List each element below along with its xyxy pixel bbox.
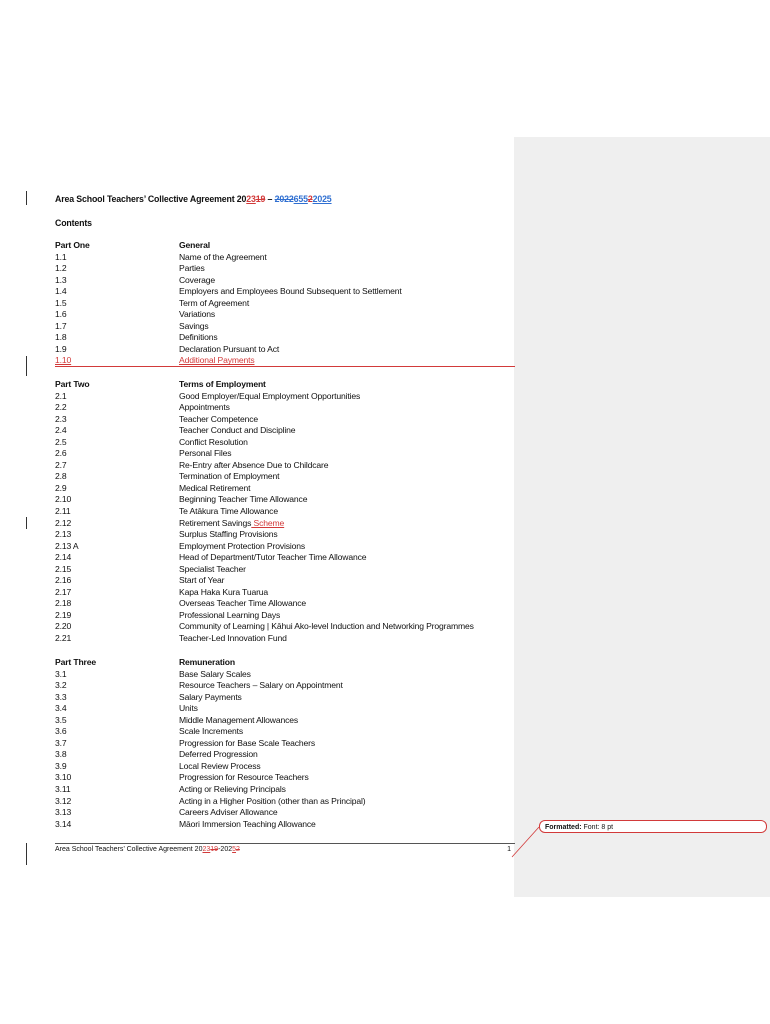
toc-entry-number: 3.11 bbox=[55, 784, 71, 795]
toc-entry[interactable] bbox=[55, 355, 515, 367]
toc-entry[interactable] bbox=[55, 494, 515, 506]
part-number: Part Three bbox=[55, 657, 97, 667]
toc-entry[interactable] bbox=[55, 738, 515, 750]
toc-entry-number: 3.2 bbox=[55, 680, 67, 691]
toc-entry-title: Coverage bbox=[179, 274, 216, 285]
page-footer bbox=[55, 846, 515, 853]
toc-entry-title: Savings bbox=[179, 320, 209, 331]
toc-entry[interactable] bbox=[55, 414, 515, 426]
part-title: General bbox=[179, 240, 210, 250]
toc-entry[interactable] bbox=[55, 807, 515, 819]
toc-entry[interactable] bbox=[55, 344, 515, 356]
toc-entry-number: 1.10 bbox=[55, 355, 72, 366]
toc-entry[interactable] bbox=[55, 633, 515, 645]
part-title: Remuneration bbox=[179, 657, 235, 667]
toc-entry-number: 3.7 bbox=[55, 737, 67, 748]
toc-entry-title: Teacher Conduct and Discipline bbox=[179, 425, 296, 436]
title-insertion-blue: 655 bbox=[293, 194, 308, 204]
change-bar bbox=[26, 191, 27, 205]
toc-entry[interactable] bbox=[55, 552, 515, 564]
formatting-comment[interactable] bbox=[539, 820, 767, 833]
part-number: Part Two bbox=[55, 379, 90, 389]
toc-entry[interactable] bbox=[55, 692, 515, 704]
title-insertion: 23 bbox=[246, 194, 256, 204]
toc-entry-title: Careers Adviser Allowance bbox=[179, 807, 278, 818]
toc-entry-title: Progression for Resource Teachers bbox=[179, 772, 309, 783]
toc-entry-number: 3.8 bbox=[55, 749, 67, 760]
toc-entry-title: Local Review Process bbox=[179, 760, 261, 771]
toc-entry-title: Employers and Employees Bound Subsequent to Settlement bbox=[179, 286, 402, 297]
toc-entry-number: 1.9 bbox=[55, 343, 67, 354]
contents-heading: Contents bbox=[55, 218, 92, 228]
part-number: Part One bbox=[55, 240, 90, 250]
toc-entry-number: 2.17 bbox=[55, 586, 72, 597]
toc-entry-title: Name of the Agreement bbox=[179, 251, 267, 262]
toc-entry[interactable] bbox=[55, 749, 515, 761]
toc-entry-title: Head of Department/Tutor Teacher Time Allowance bbox=[179, 552, 367, 563]
toc-entry-number: 2.2 bbox=[55, 402, 67, 413]
footer-year: 202 bbox=[220, 846, 233, 853]
toc-entry[interactable] bbox=[55, 298, 515, 310]
toc-entry[interactable] bbox=[55, 425, 515, 437]
toc-entry-insertion: Scheme bbox=[251, 517, 285, 528]
toc-part-three bbox=[55, 657, 515, 830]
toc-entry[interactable] bbox=[55, 669, 515, 681]
toc-entry-number: 3.14 bbox=[55, 818, 72, 829]
toc-entry-number: 3.13 bbox=[55, 807, 72, 818]
toc-entry[interactable] bbox=[55, 529, 515, 541]
toc-entry-title: Scale Increments bbox=[179, 726, 243, 737]
toc-entry-number: 2.10 bbox=[55, 494, 72, 505]
toc-entry-number: 1.8 bbox=[55, 332, 67, 343]
toc-entry[interactable] bbox=[55, 703, 515, 715]
toc-entry-title: Māori Immersion Teaching Allowance bbox=[179, 818, 316, 829]
toc-part-one bbox=[55, 240, 515, 367]
toc-entry-title: Progression for Base Scale Teachers bbox=[179, 737, 315, 748]
toc-entry-number: 1.6 bbox=[55, 309, 67, 320]
toc-entry-number: 1.4 bbox=[55, 286, 67, 297]
part-heading bbox=[55, 240, 515, 252]
toc-entry-number: 2.16 bbox=[55, 575, 72, 586]
footer-deletion-2: 2 bbox=[236, 846, 240, 853]
title-deletion: 19 bbox=[255, 194, 266, 204]
toc-entry-title: Base Salary Scales bbox=[179, 668, 251, 679]
toc-entry-title: Professional Learning Days bbox=[179, 609, 281, 620]
footer-insertion-2: 5 bbox=[232, 846, 237, 853]
toc-entry[interactable] bbox=[55, 518, 515, 530]
title-deletion-2: 2 bbox=[307, 194, 313, 204]
document-title bbox=[55, 194, 332, 204]
toc-entry-number: 2.6 bbox=[55, 448, 67, 459]
toc-entry-number: 2.21 bbox=[55, 633, 72, 644]
change-bar bbox=[26, 843, 27, 865]
toc-entry[interactable] bbox=[55, 391, 515, 403]
toc-entry-number: 3.3 bbox=[55, 691, 67, 702]
toc-entry-title: Parties bbox=[179, 263, 205, 274]
change-bar bbox=[26, 356, 27, 376]
toc-entry-title: Good Employer/Equal Employment Opportunities bbox=[179, 390, 361, 401]
toc-entry-number: 3.12 bbox=[55, 795, 72, 806]
toc-entry-number: 1.2 bbox=[55, 263, 67, 274]
toc-entry-title: Definitions bbox=[179, 332, 218, 343]
toc-entry-title: Specialist Teacher bbox=[179, 563, 246, 574]
toc-entry-number: 2.1 bbox=[55, 390, 67, 401]
toc-entry-number: 2.19 bbox=[55, 609, 72, 620]
toc-entry-title: Medical Retirement bbox=[179, 482, 251, 493]
page-number: 1 bbox=[507, 846, 511, 853]
footer-dash: - bbox=[218, 846, 221, 853]
toc-entry-title: Appointments bbox=[179, 402, 230, 413]
toc-entry-title: Re-Entry after Absence Due to Childcare bbox=[179, 459, 329, 470]
change-bar bbox=[26, 517, 27, 529]
toc-entry-title: Overseas Teacher Time Allowance bbox=[179, 598, 307, 609]
toc-entry[interactable] bbox=[55, 610, 515, 622]
comment-text: Font: 8 pt bbox=[581, 824, 614, 831]
toc-entry-title: Beginning Teacher Time Allowance bbox=[179, 494, 308, 505]
toc-entry[interactable] bbox=[55, 715, 515, 727]
toc-entry[interactable] bbox=[55, 332, 515, 344]
toc-entry-title: Variations bbox=[179, 309, 216, 320]
toc-entry[interactable] bbox=[55, 402, 515, 414]
toc-entry[interactable] bbox=[55, 796, 515, 808]
toc-entry-title: Community of Learning | Kāhui Ako-level Induction and Networking Programmes bbox=[179, 621, 474, 632]
toc-entry-title: Additional Payments bbox=[179, 355, 255, 366]
toc-entry-number: 2.9 bbox=[55, 482, 67, 493]
toc-entry-title: Salary Payments bbox=[179, 691, 242, 702]
toc-entry[interactable] bbox=[55, 541, 515, 553]
footer-rule bbox=[55, 843, 515, 844]
toc-entry-number: 2.15 bbox=[55, 563, 72, 574]
toc-entry-number: 2.14 bbox=[55, 552, 72, 563]
toc-entry-number: 3.5 bbox=[55, 714, 67, 725]
toc-entry-title: Deferred Progression bbox=[179, 749, 258, 760]
toc-entry[interactable] bbox=[55, 819, 515, 831]
toc-entry[interactable] bbox=[55, 587, 515, 599]
toc-entry-number: 2.13 A bbox=[55, 540, 79, 551]
toc-entry-title: Middle Management Allowances bbox=[179, 714, 299, 725]
toc-entry-number: 2.13 bbox=[55, 529, 72, 540]
title-deletion-blue: 2022 bbox=[274, 194, 294, 204]
toc-entry-number: 2.20 bbox=[55, 621, 72, 632]
toc-entry-number: 2.7 bbox=[55, 459, 67, 470]
toc-entry-title: Teacher Competence bbox=[179, 413, 258, 424]
toc-entry[interactable] bbox=[55, 448, 515, 460]
toc-entry-title: Acting or Relieving Principals bbox=[179, 784, 286, 795]
toc-entry-number: 2.18 bbox=[55, 598, 72, 609]
title-insertion-year: 2025 bbox=[312, 194, 332, 204]
toc-entry-number: 1.5 bbox=[55, 297, 67, 308]
revision-underline bbox=[55, 366, 515, 367]
toc-entry-number: 2.11 bbox=[55, 506, 71, 517]
toc-entry-title: Conflict Resolution bbox=[179, 436, 248, 447]
part-heading bbox=[55, 657, 515, 669]
toc-entry[interactable] bbox=[55, 471, 515, 483]
toc-entry-number: 3.10 bbox=[55, 772, 72, 783]
footer-insertion: 23 bbox=[202, 846, 211, 853]
part-heading bbox=[55, 379, 515, 391]
footer-text: Area School Teachers’ Collective Agreement 20 bbox=[55, 846, 203, 853]
toc-entry-number: 3.6 bbox=[55, 726, 67, 737]
toc-entry[interactable] bbox=[55, 784, 515, 796]
toc-entry-title: Declaration Pursuant to Act bbox=[179, 343, 280, 354]
toc-entry[interactable] bbox=[55, 506, 515, 518]
toc-entry-title: Teacher-Led Innovation Fund bbox=[179, 633, 287, 644]
toc-entry-title: Acting in a Higher Position (other than as Principal) bbox=[179, 795, 366, 806]
toc-entry[interactable] bbox=[55, 598, 515, 610]
toc-entry-number: 2.4 bbox=[55, 425, 67, 436]
toc-entry-title: Surplus Staffing Provisions bbox=[179, 529, 278, 540]
markup-pane bbox=[514, 137, 770, 897]
footer-deletion: 19 bbox=[210, 846, 219, 853]
toc-entry[interactable] bbox=[55, 263, 515, 275]
toc-entry-title: Units bbox=[179, 703, 198, 714]
toc-entry-number: 2.3 bbox=[55, 413, 67, 424]
title-text: Area School Teachers’ Collective Agreement 20 bbox=[55, 194, 247, 204]
toc-entry-title: Term of Agreement bbox=[179, 297, 250, 308]
toc-entry-number: 3.4 bbox=[55, 703, 67, 714]
toc-entry-title: Resource Teachers – Salary on Appointment bbox=[179, 680, 343, 691]
toc-entry[interactable] bbox=[55, 275, 515, 287]
toc-entry[interactable] bbox=[55, 772, 515, 784]
toc-entry[interactable] bbox=[55, 252, 515, 264]
comment-label: Formatted: bbox=[545, 824, 582, 831]
toc-entry-number: 1.1 bbox=[55, 251, 67, 262]
toc-entry[interactable] bbox=[55, 321, 515, 333]
toc-entry[interactable] bbox=[55, 437, 515, 449]
toc-entry[interactable] bbox=[55, 460, 515, 472]
toc-entry[interactable] bbox=[55, 564, 515, 576]
toc-entry-number: 2.12 bbox=[55, 517, 72, 528]
toc-entry-title: Personal Files bbox=[179, 448, 232, 459]
toc-entry-title: Start of Year bbox=[179, 575, 225, 586]
toc-entry-number: 1.3 bbox=[55, 274, 67, 285]
toc-entry[interactable] bbox=[55, 726, 515, 738]
toc-entry[interactable] bbox=[55, 761, 515, 773]
toc-part-two bbox=[55, 379, 515, 645]
title-dash: – bbox=[265, 194, 275, 204]
part-title: Terms of Employment bbox=[179, 379, 266, 389]
toc-entry-title: Te Atākura Time Allowance bbox=[179, 506, 278, 517]
toc-entry-number: 1.7 bbox=[55, 320, 67, 331]
toc-entry[interactable] bbox=[55, 680, 515, 692]
toc-entry[interactable] bbox=[55, 286, 515, 298]
toc-entry-title: Retirement Savings Scheme bbox=[179, 517, 285, 528]
toc-entry-number: 2.8 bbox=[55, 471, 67, 482]
toc-entry[interactable] bbox=[55, 483, 515, 495]
toc-entry-number: 2.5 bbox=[55, 436, 67, 447]
toc-entry[interactable] bbox=[55, 575, 515, 587]
toc-entry-title: Termination of Employment bbox=[179, 471, 280, 482]
toc-entry[interactable] bbox=[55, 621, 515, 633]
toc-entry-number: 3.9 bbox=[55, 760, 67, 771]
toc-entry-title: Kapa Haka Kura Tuarua bbox=[179, 586, 269, 597]
toc-entry-number: 3.1 bbox=[55, 668, 67, 679]
toc-entry[interactable] bbox=[55, 309, 515, 321]
toc-entry-title: Employment Protection Provisions bbox=[179, 540, 306, 551]
